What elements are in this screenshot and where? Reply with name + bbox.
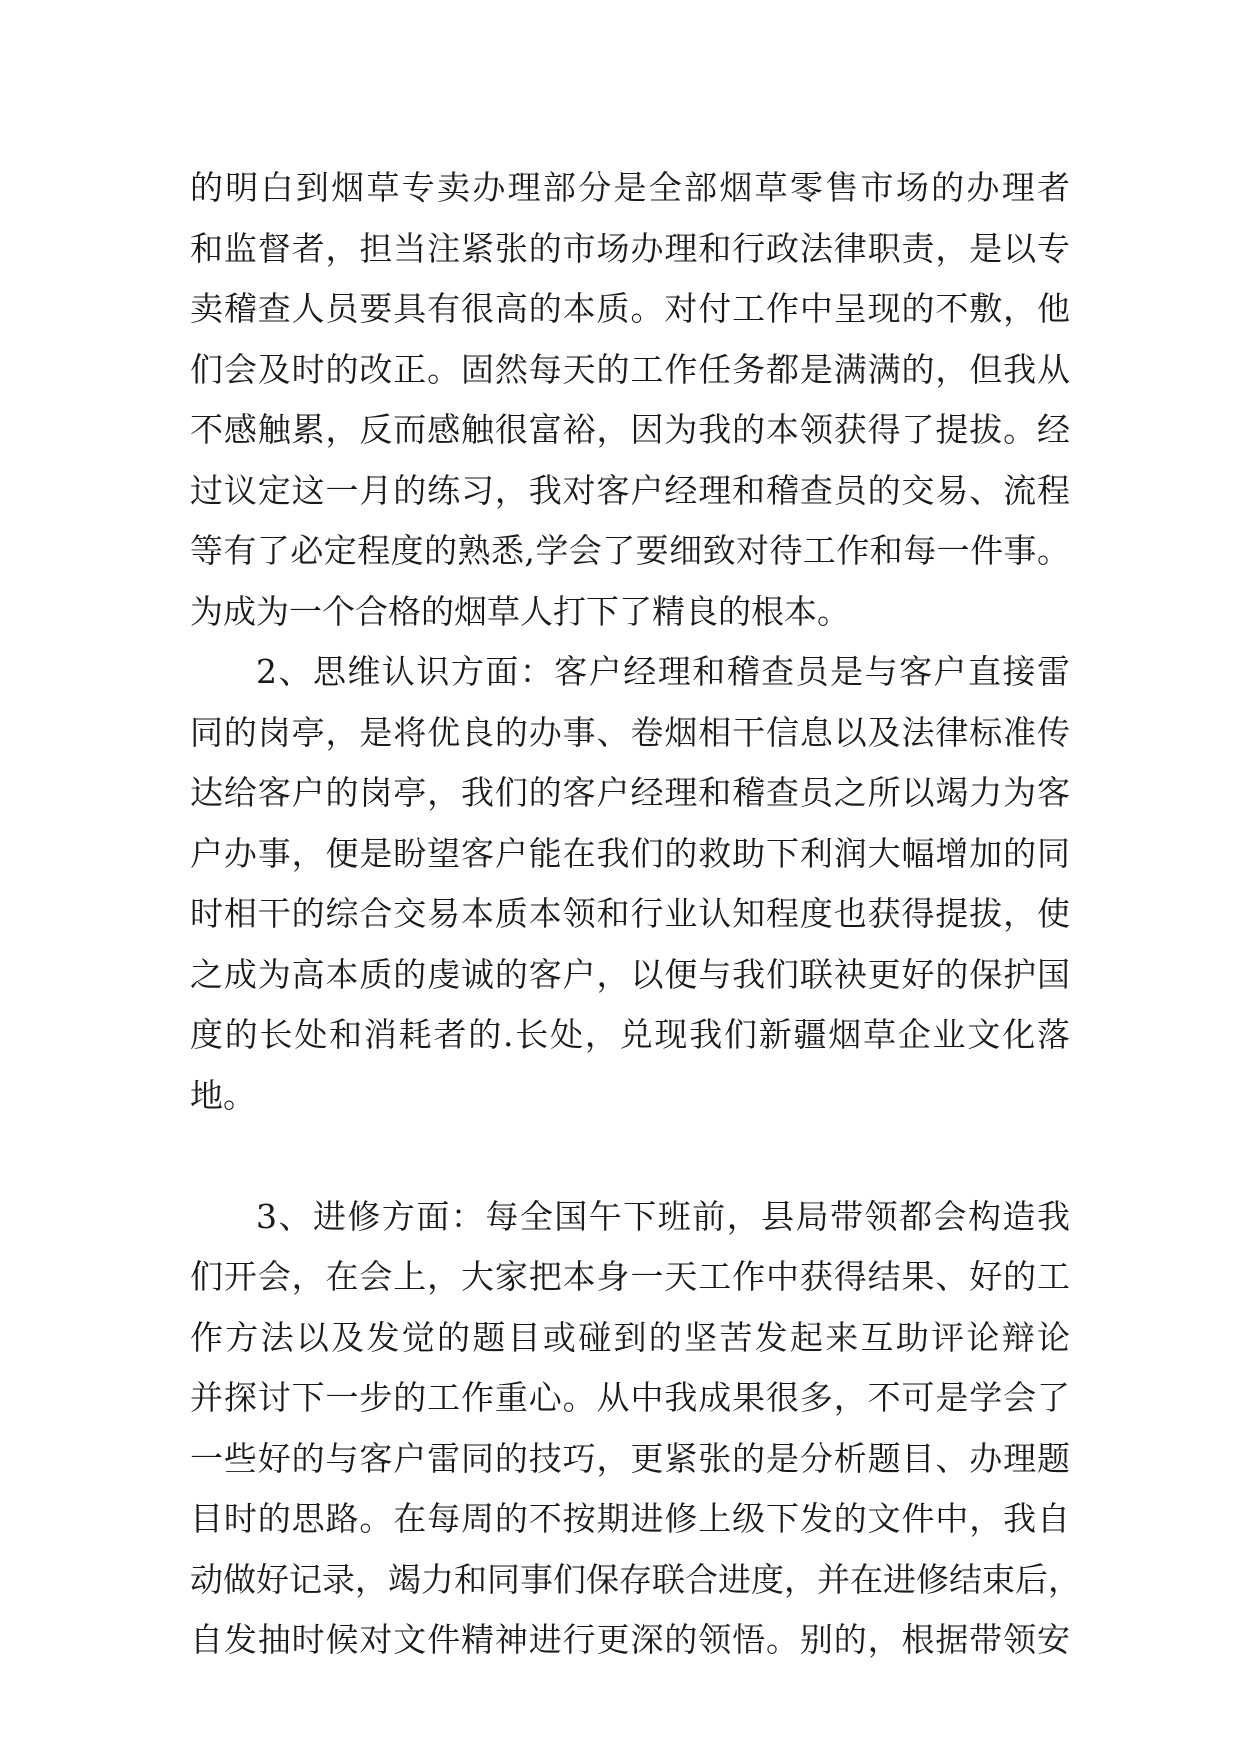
paragraph-1 bbox=[190, 158, 1070, 642]
paragraph-line: 等有了必定程度的熟悉,学会了要细致对待工作和每一件事。 bbox=[190, 531, 1070, 570]
paragraph-line: 目时的思路。在每周的不按期进修上级下发的文件中，我自 bbox=[190, 1499, 1070, 1538]
paragraph-line: 作方法以及发觉的题目或碰到的坚苦发起来互助评论辩论 bbox=[190, 1317, 1070, 1357]
paragraph-line: 并探讨下一步的工作重心。从中我成果很多，不可是学会了 bbox=[190, 1378, 1070, 1417]
paragraph-line: 的明白到烟草专卖办理部分是全部烟草零售市场的办理者 bbox=[190, 168, 1070, 207]
paragraph-line: 2、思维认识方面：客户经理和稽查员是与客户直接雷 bbox=[256, 652, 1070, 691]
document-body bbox=[190, 158, 1081, 1671]
paragraph-line: 时相干的综合交易本质本领和行业认知程度也获得提拔，使 bbox=[190, 894, 1070, 933]
paragraph-line: 过议定这一月的练习，我对客户经理和稽查员的交易、流程 bbox=[190, 470, 1070, 510]
paragraph-line: 同的岗亭，是将优良的办事、卷烟相干信息以及法律标准传 bbox=[190, 712, 1070, 752]
paragraph-line: 3、进修方面：每全国午下班前，县局带领都会构造我 bbox=[256, 1196, 1070, 1236]
paragraph-gap bbox=[190, 1126, 1070, 1187]
paragraph-line: 户办事，便是盼望客户能在我们的救助下利润大幅增加的同 bbox=[190, 833, 1070, 873]
paragraph-line: 为成为一个合格的烟草人打下了精良的根本。 bbox=[190, 591, 850, 631]
paragraph-line: 动做好记录，竭力和同事们保存联合进度，并在进修结束后， bbox=[190, 1559, 1081, 1599]
paragraph-line: 地。 bbox=[190, 1075, 256, 1115]
paragraph-line: 自发抽时候对文件精神进行更深的领悟。别的，根据带领安 bbox=[190, 1620, 1070, 1659]
paragraph-3 bbox=[190, 1187, 1081, 1671]
paragraph-line: 之成为高本质的虔诚的客户，以便与我们联袂更好的保护国 bbox=[190, 954, 1070, 994]
paragraph-line: 卖稽查人员要具有很高的本质。对付工作中呈现的不敷，他 bbox=[190, 289, 1070, 328]
paragraph-line: 们开会，在会上，大家把本身一天工作中获得结果、好的工 bbox=[190, 1257, 1070, 1296]
paragraph-line: 和监督者，担当注紧张的市场办理和行政法律职责，是以专 bbox=[190, 228, 1070, 268]
paragraph-line: 度的长处和消耗者的.长处，兑现我们新疆烟草企业文化落 bbox=[190, 1015, 1070, 1054]
paragraph-2 bbox=[190, 642, 1070, 1126]
paragraph-line: 达给客户的岗亭，我们的客户经理和稽查员之所以竭力为客 bbox=[190, 773, 1070, 812]
paragraph-line: 一些好的与客户雷同的技巧，更紧张的是分析题目、办理题 bbox=[190, 1438, 1070, 1478]
paragraph-line: 不感触累，反而感触很富裕，因为我的本领获得了提拔。经 bbox=[190, 410, 1070, 449]
paragraph-line: 们会及时的改正。固然每天的工作任务都是满满的，但我从 bbox=[190, 349, 1070, 389]
